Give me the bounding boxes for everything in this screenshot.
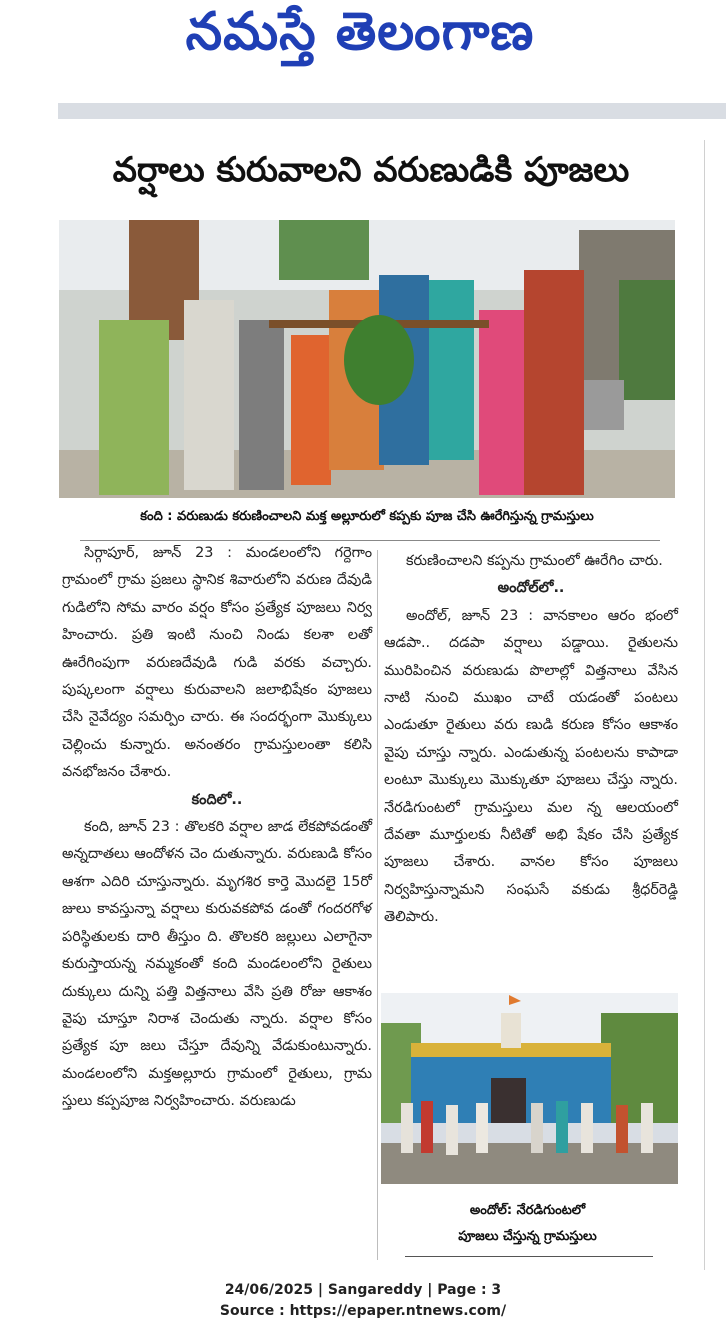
edition-info: 24/06/2025 | Sangareddy | Page : 3 — [224, 1282, 502, 1298]
temple-photo — [381, 993, 678, 1184]
column-divider — [377, 550, 378, 1260]
article-column-left — [62, 540, 372, 1116]
page-footer — [0, 1280, 726, 1322]
temple-caption-line: పూజలు చేస్తున్న గ్రామస్తులు — [458, 1229, 597, 1244]
header-bar — [58, 103, 726, 119]
article-headline: వర్షాలు కురువాలని వరుణుడికి పూజలు — [112, 150, 630, 190]
source-link[interactable]: Source : https://epaper.ntnews.com/ — [219, 1303, 507, 1319]
temple-photo-caption — [400, 1198, 655, 1250]
masthead — [0, 0, 726, 100]
section-subheading: కందిలో.. — [191, 791, 243, 808]
temple-caption-divider — [405, 1256, 653, 1257]
article-column-right — [384, 548, 678, 932]
photo-caption: కంది : వరుణుడు కరుణించాలని మక్త అల్లూరులో కప్పకు పూజ చేసి ఊరేగిస్తున్న గ్రామస్తులు — [140, 509, 594, 524]
article-paragraph: కరుణించాలని కప్పను గ్రామంలో ఊరేగిం చారు. — [406, 553, 663, 569]
newspaper-logo: నమస్తే తెలంగాణ — [185, 2, 535, 62]
article-paragraph: అందోల్, జూన్ 23 : వానకాలం ఆరం భంలో ఆడపా.. దడపా వర్షాలు పడ్డాయి. రైతులను మురిపించిన వరుణుడు పొలాల్లో విత్తనాలు వేసిన నాటి నుంచి ముఖం చాటే యడంతో పంటలు ఎండుతూ రైతులు వరు ణుడి కరుణ కోసం ఆకాశం వైపు చూస్తు న్నారు. ఎండుతున్న పంటలను కాపాడా లంటూ మొక్కులు మొక్కుతూ పూజలు చేస్తు న్నారు. నేరడిగుంటలో గ్రామస్తులు మల న్న ఆలయంలో దేవతా మూర్తులకు నీటితో అభి షేకం చేసి ప్రత్యేక పూజలు చేశారు. వానల కోసం పూజలు నిర్వహిస్తున్నామని సంఘసే వకుడు శ్రీధర్‌రెడ్డి తెలిపారు. — [384, 607, 678, 926]
article-paragraph: కంది, జూన్ 23 : తొలకరి వర్షాల జాడ లేకపోవడంతో అన్నదాతలు ఆందోళన చెం దుతున్నారు. వరుణుడి కోసం ఆశగా ఎదిరి చూస్తున్నారు. మృగశిర కార్తె మొదలై 15రో జులు కావస్తున్నా వర్షాలు కురువకపోవ డంతో గందరగోళ పరిస్థితులకు దారి తీస్తుం ది. తొలకరి జల్లులు ఎలాగైనా కురుస్తాయన్న నమ్మకంతో కంది మండలంలోని రైతులు దుక్కులు దున్ని పత్తి విత్తనాలు వేసి ప్రతి రోజు ఆకాశం వైపు చూస్తూ నిరాశ చెందుతు న్నారు. వర్షాల కోసం ప్రత్యేక పూ జలు చేస్తూ దేవున్ని వేడుకుంటున్నారు. మండలంలోని మక్తఅల్లూరు గ్రామంలో రైతులు, గ్రామ స్తులు కప్పపూజ నిర్వహించారు. వరుణుడు — [62, 819, 372, 1110]
temple-caption-line: అందోల్: నేరడిగుంటలో — [469, 1203, 586, 1218]
village-procession-photo — [59, 220, 675, 498]
column-divider-right — [704, 140, 705, 1270]
article-paragraph: సిర్గాపూర్, జూన్ 23 : మండలంలోని గర్దెగాం గ్రామంలో గ్రామ ప్రజలు స్థానిక శివారులోని వరుణ దేవుడి గుడిలోని సోమ వారం వర్షం కోసం ప్రత్యేక పూజలు నిర్వ హించారు. ప్రతి ఇంటి నుంచి నిండు కలశా లతో ఊరేగింపుగా వరుణదేవుడి గుడి వరకు వచ్చారు. పుష్కలంగా వర్షాలు కురువాలని జలాభిషేకం పూజలు చేసి నైవేద్యం సమర్పిం చారు. ఈ సందర్భంగా మొక్కులు చెల్లించు కున్నారు. అనంతరం గ్రామస్తులంతా కలిసి వనభోజనం చేశారు. — [62, 545, 372, 781]
section-subheading: అందోల్‌లో.. — [497, 580, 565, 597]
